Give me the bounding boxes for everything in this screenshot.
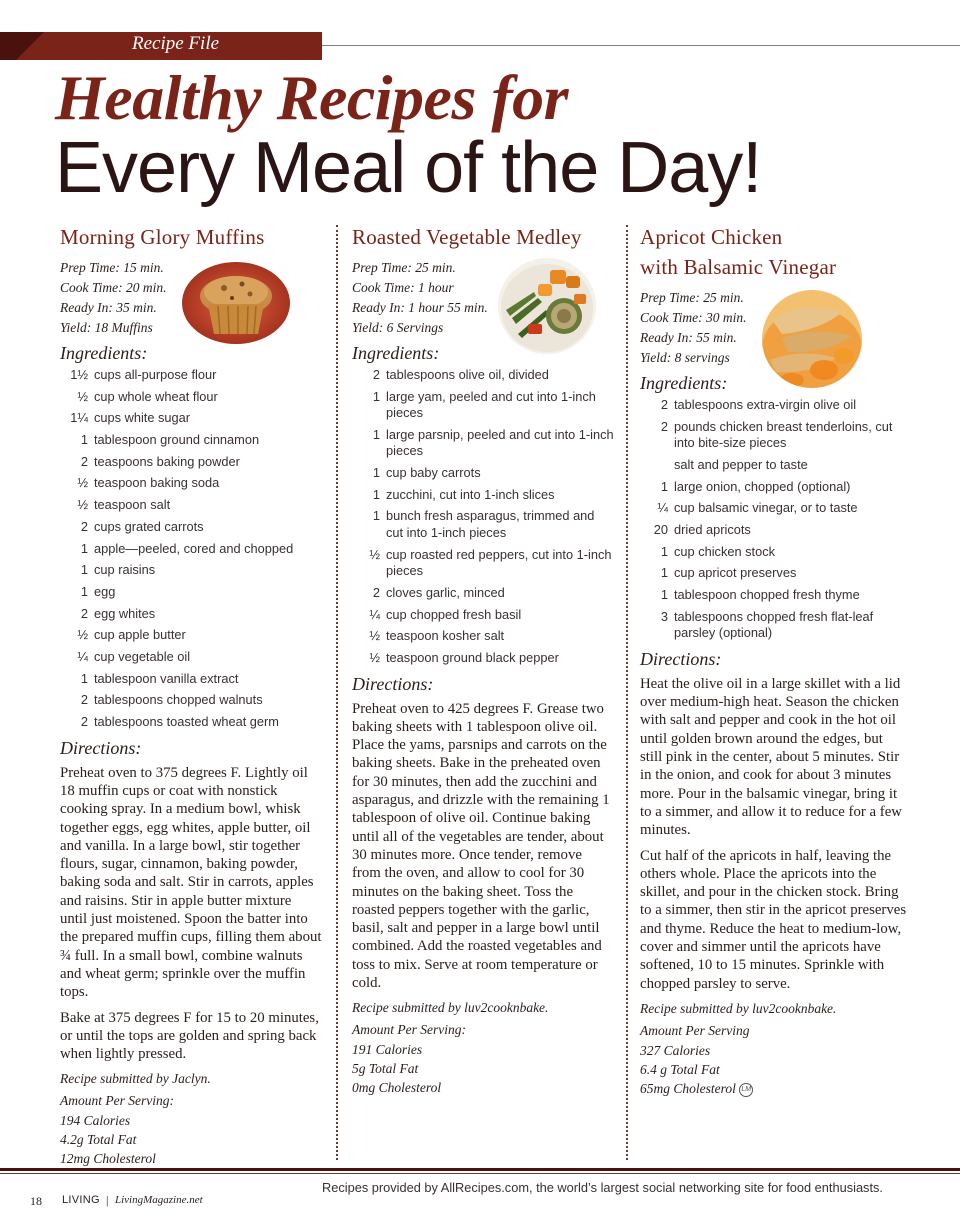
ingredient-row — [640, 500, 908, 517]
footer-divider: | — [106, 1193, 109, 1207]
cholesterol: 65mg Cholesterol — [640, 1080, 736, 1096]
yield: Yield: 8 servings — [640, 350, 730, 365]
recipe-vegetable-medley — [352, 222, 614, 1097]
ingredient-quantity: 1 — [372, 465, 380, 481]
footer-rule — [0, 1168, 960, 1171]
ingredient-quantity: 1¼ — [70, 410, 88, 426]
ready-time: Ready In: 1 hour 55 min. — [352, 300, 488, 315]
cholesterol: 12mg Cholesterol — [60, 1151, 156, 1167]
ingredient-row — [60, 497, 322, 514]
chicken-photo — [762, 290, 862, 388]
prep-time: Prep Time: 25 min. — [640, 290, 744, 305]
ingredient-row — [60, 519, 322, 536]
ingredient-quantity: 2 — [80, 518, 88, 534]
prep-time: Prep Time: 25 min. — [352, 260, 456, 275]
ingredient-quantity: ½ — [369, 628, 380, 644]
ingredient-row — [60, 671, 322, 688]
directions-paragraph: Heat the olive oil in a large skillet with a lid over medium-high heat. Season the chicken with salt and pepper and cook in the hot oil until golden brown around the edges, but still pink in the center, about 5 minutes. Stir in the onion, and cook for about 3 minutes more. Pour in the balsamic vinegar, bring it to a simmer, and allow it to reduce for a few minutes. — [640, 675, 902, 839]
ingredient-row — [352, 650, 614, 667]
ingredient-quantity: 1 — [80, 540, 88, 556]
ingredient-item: salt and pepper to taste — [674, 456, 808, 472]
ingredient-quantity: ½ — [77, 627, 88, 643]
amount-per-serving: Amount Per Serving — [640, 1022, 750, 1038]
ingredient-item: egg whites — [94, 605, 156, 621]
ingredient-row — [60, 475, 322, 492]
page-title-line1: Healthy Recipes for — [55, 62, 569, 133]
ingredient-row — [640, 565, 908, 582]
ingredient-quantity: 1 — [80, 670, 88, 686]
ingredient-row — [640, 522, 908, 539]
ingredient-quantity: 2 — [372, 584, 380, 600]
ingredient-quantity: 20 — [653, 521, 668, 537]
nutrition — [60, 1111, 322, 1168]
calories: 194 Calories — [60, 1113, 131, 1129]
magazine-name: LIVING — [62, 1194, 100, 1206]
ingredient-item: large yam, peeled and cut into 1-inch pieces — [386, 388, 596, 421]
ingredient-row — [60, 562, 322, 579]
ingredients-heading: Ingredients: — [640, 373, 728, 393]
ingredients-list — [60, 367, 322, 731]
ingredient-quantity: 1½ — [70, 367, 88, 382]
ingredient-row — [60, 606, 322, 623]
ingredient-quantity: 2 — [660, 397, 668, 412]
ingredient-item: cup roasted red peppers, cut into 1-inch pieces — [386, 546, 612, 579]
ingredient-quantity: 2 — [660, 418, 668, 434]
ingredient-row — [640, 457, 908, 474]
directions-paragraph: Bake at 375 degrees F for 15 to 20 minutes, or until the tops are golden and spring back when lightly pressed. — [60, 1009, 319, 1063]
ingredient-quantity: 1 — [372, 388, 380, 404]
ingredient-quantity: 1 — [372, 508, 380, 524]
ingredient-quantity: 1 — [660, 587, 668, 602]
ingredient-row — [640, 544, 908, 561]
prep-time: Prep Time: 15 min. — [60, 260, 164, 275]
ingredient-item: teaspoon ground black pepper — [386, 649, 559, 665]
ingredient-item: cup apricot preserves — [674, 565, 797, 581]
cholesterol: 0mg Cholesterol — [352, 1080, 442, 1096]
ingredient-row — [640, 419, 908, 452]
ingredient-row — [60, 389, 322, 406]
ingredient-quantity: 1 — [660, 478, 668, 494]
ingredient-item: tablespoons chopped walnuts — [94, 692, 263, 708]
ingredient-quantity: ¼ — [657, 500, 668, 516]
ingredient-row — [352, 547, 614, 580]
directions-heading: Directions: — [60, 737, 142, 758]
ingredient-row — [352, 508, 614, 541]
ingredient-quantity: 1 — [372, 486, 380, 502]
page-number: 18 — [30, 1194, 42, 1208]
directions-paragraph: Preheat oven to 375 degrees F. Lightly oil 18 muffin cups or coat with nonstick cooking spray. In a medium bowl, whisk together eggs, egg whites, apple butter, oil and vanilla. In a large bowl, stir together flours, sugar, cinnamon, baking powder, baking soda and salt. Stir in carrots, apples and raisins. Stir in apple butter mixture until just moistened. Spoon the batter into the prepared muffin cups, filling them about ¾ full. In a small bowl, combine walnuts and wheat germ; sprinkle over the muffin tops. — [60, 764, 322, 1001]
ingredient-quantity: 1 — [660, 565, 668, 581]
ingredient-row — [60, 714, 322, 731]
ingredient-row — [60, 410, 322, 427]
footer-credit: Recipes provided by AllRecipes.com, the world’s largest social networking site for food enthusiasts. — [322, 1180, 883, 1195]
ingredient-quantity: 1 — [372, 426, 380, 442]
ingredients-heading: Ingredients: — [352, 343, 440, 363]
ingredient-row — [60, 541, 322, 558]
ingredient-quantity: ½ — [77, 388, 88, 404]
ingredient-item: bunch fresh asparagus, trimmed and cut into 1-inch pieces — [386, 508, 595, 540]
muffin-photo — [182, 262, 290, 344]
calories: 191 Calories — [352, 1042, 423, 1058]
ingredient-row — [352, 607, 614, 624]
nutrition — [640, 1041, 908, 1098]
nutrition — [352, 1040, 614, 1097]
ingredient-item: tablespoons olive oil, divided — [386, 367, 549, 382]
ingredient-item: tablespoon ground cinnamon — [94, 432, 260, 448]
footer-rule-thin — [0, 1173, 960, 1174]
ingredient-item: egg — [94, 583, 116, 599]
header-rule — [320, 45, 960, 46]
ingredient-quantity: 1 — [80, 583, 88, 599]
ingredient-quantity: 2 — [372, 367, 380, 382]
ingredient-quantity: 1 — [660, 543, 668, 559]
magazine-website: LivingMagazine.net — [115, 1194, 203, 1206]
amount-per-serving: Amount Per Serving: — [352, 1022, 466, 1038]
ingredient-row — [60, 584, 322, 601]
ready-time: Ready In: 35 min. — [60, 300, 157, 315]
ingredient-row — [60, 692, 322, 709]
ingredient-item: teaspoons baking powder — [94, 453, 240, 469]
amount-per-serving: Amount Per Serving: — [60, 1093, 174, 1109]
ingredients-heading: Ingredients: — [60, 343, 148, 363]
recipe-title: Morning Glory Muffins — [60, 225, 265, 249]
section-tab-label: Recipe File — [132, 33, 220, 54]
ingredient-item: tablespoons chopped fresh flat-leaf parsley (optional) — [674, 608, 874, 641]
ingredient-quantity — [640, 457, 674, 474]
ingredient-item: tablespoon vanilla extract — [94, 670, 239, 686]
ingredient-row — [640, 479, 908, 496]
ingredient-item: tablespoons extra-virgin olive oil — [674, 397, 857, 412]
ingredient-quantity: ¼ — [77, 648, 88, 664]
cook-time: Cook Time: 30 min. — [640, 310, 747, 325]
ingredient-quantity: ½ — [77, 497, 88, 513]
page-title-line2: Every Meal of the Day! — [55, 128, 762, 208]
ingredient-item: pounds chicken breast tenderloins, cut into bite-size pieces — [674, 418, 893, 451]
recipe-muffins — [60, 222, 322, 1168]
directions-heading: Directions: — [640, 648, 722, 669]
ingredient-row — [352, 427, 614, 460]
cook-time: Cook Time: 1 hour — [352, 280, 454, 295]
ingredient-row — [60, 649, 322, 666]
recipe-title-line2: with Balsamic Vinegar — [640, 255, 837, 279]
ingredients-list — [352, 367, 614, 666]
total-fat: 6.4 g Total Fat — [640, 1061, 720, 1077]
ingredient-row — [352, 465, 614, 482]
cook-time: Cook Time: 20 min. — [60, 280, 167, 295]
ingredient-row — [352, 367, 614, 384]
ingredient-item: cup chopped fresh basil — [386, 606, 522, 622]
ingredient-quantity: ½ — [369, 546, 380, 562]
ingredient-item: cup chicken stock — [674, 543, 776, 559]
ingredient-item: dried apricots — [674, 521, 751, 537]
ingredient-quantity: 2 — [80, 714, 88, 729]
total-fat: 5g Total Fat — [352, 1061, 419, 1077]
ingredient-item: large onion, chopped (optional) — [674, 478, 851, 494]
ingredient-row — [640, 609, 908, 642]
ingredient-item: teaspoon salt — [94, 497, 171, 513]
ingredients-list — [640, 397, 908, 642]
ingredient-quantity: 2 — [80, 453, 88, 469]
ingredient-item: cup balsamic vinegar, or to taste — [674, 500, 858, 516]
ingredient-item: zucchini, cut into 1-inch slices — [386, 486, 555, 502]
ingredient-quantity: ¼ — [369, 606, 380, 622]
column-divider — [626, 225, 628, 1160]
ingredient-quantity: 1 — [80, 432, 88, 448]
vegetable-photo — [498, 258, 596, 354]
recipe-credit: Recipe submitted by luv2cooknbake. — [352, 1000, 549, 1016]
ingredient-quantity: 2 — [80, 692, 88, 708]
directions-paragraph: Cut half of the apricots in half, leaving the others whole. Place the apricots into the skillet, and pour in the chicken stock. Bring to a simmer, then stir in the apricot preserves and thyme. Reduce the heat to medium-low, cover and simmer until the apricots have softened, 10 to 15 minutes. Sprinkle with chopped parsley to serve. — [640, 847, 907, 992]
ingredient-quantity: ½ — [369, 649, 380, 665]
end-mark-icon: LM — [739, 1083, 753, 1097]
ingredient-item: cloves garlic, minced — [386, 584, 505, 600]
ingredient-row — [640, 587, 908, 604]
yield: Yield: 18 Muffins — [60, 320, 153, 335]
column-divider — [336, 225, 338, 1160]
ingredient-item: apple—peeled, cored and chopped — [94, 540, 294, 556]
recipe-credit: Recipe submitted by luv2cooknbake. — [640, 1000, 837, 1016]
ingredient-item: cup apple butter — [94, 627, 186, 643]
ingredient-item: cup baby carrots — [386, 465, 481, 481]
ingredient-row — [352, 628, 614, 645]
directions-paragraph: Preheat oven to 425 degrees F. Grease two baking sheets with 1 tablespoon olive oil. Place the yams, parsnips and carrots on the baking sheets. Bake in the preheated oven for 30 minutes, then add the zucchini and asparagus, and drizzle with the remaining 1 tablespoon of olive oil. Continue baking until all of the vegetables are tender, about 30 minutes more. Once tender, remove from the oven, and allow to cool for 30 minutes on the baking sheet. Toss the roasted peppers together with the garlic, basil, salt and pepper in a large bowl until combined. Add the roasted vegetables and toss to mix. Serve at room temperature or cold. — [352, 700, 610, 992]
ingredient-item: cup raisins — [94, 562, 156, 578]
ingredient-row — [60, 454, 322, 471]
ingredient-item: cup vegetable oil — [94, 648, 191, 664]
yield: Yield: 6 Servings — [352, 320, 444, 335]
ingredient-row — [352, 389, 614, 422]
ingredient-item: teaspoon baking soda — [94, 475, 220, 491]
recipe-title-line1: Apricot Chicken — [640, 225, 783, 249]
ingredient-quantity: 3 — [660, 608, 668, 624]
ingredient-row — [60, 367, 322, 384]
ingredient-item: cups white sugar — [94, 410, 191, 426]
ingredient-item: teaspoon kosher salt — [386, 628, 505, 644]
recipe-credit: Recipe submitted by Jaclyn. — [60, 1071, 211, 1087]
calories: 327 Calories — [640, 1042, 711, 1058]
ingredient-item: cups grated carrots — [94, 518, 204, 534]
ingredient-item: tablespoons toasted wheat germ — [94, 714, 279, 729]
directions-heading: Directions: — [352, 673, 434, 694]
recipe-title: Roasted Vegetable Medley — [352, 225, 582, 249]
ingredient-item: tablespoon chopped fresh thyme — [674, 587, 860, 602]
ingredient-row — [60, 627, 322, 644]
ingredient-row — [60, 432, 322, 449]
ingredient-row — [352, 487, 614, 504]
ingredient-quantity: 2 — [80, 605, 88, 621]
ingredient-quantity: ½ — [77, 475, 88, 491]
ingredient-item: cups all-purpose flour — [94, 367, 217, 382]
ready-time: Ready In: 55 min. — [640, 330, 737, 345]
ingredient-item: cup whole wheat flour — [94, 388, 218, 404]
total-fat: 4.2g Total Fat — [60, 1132, 137, 1148]
ingredient-row — [640, 397, 908, 414]
ingredient-quantity: 1 — [80, 562, 88, 578]
ingredient-item: large parsnip, peeled and cut into 1-inch pieces — [386, 426, 614, 459]
ingredient-row — [352, 585, 614, 602]
